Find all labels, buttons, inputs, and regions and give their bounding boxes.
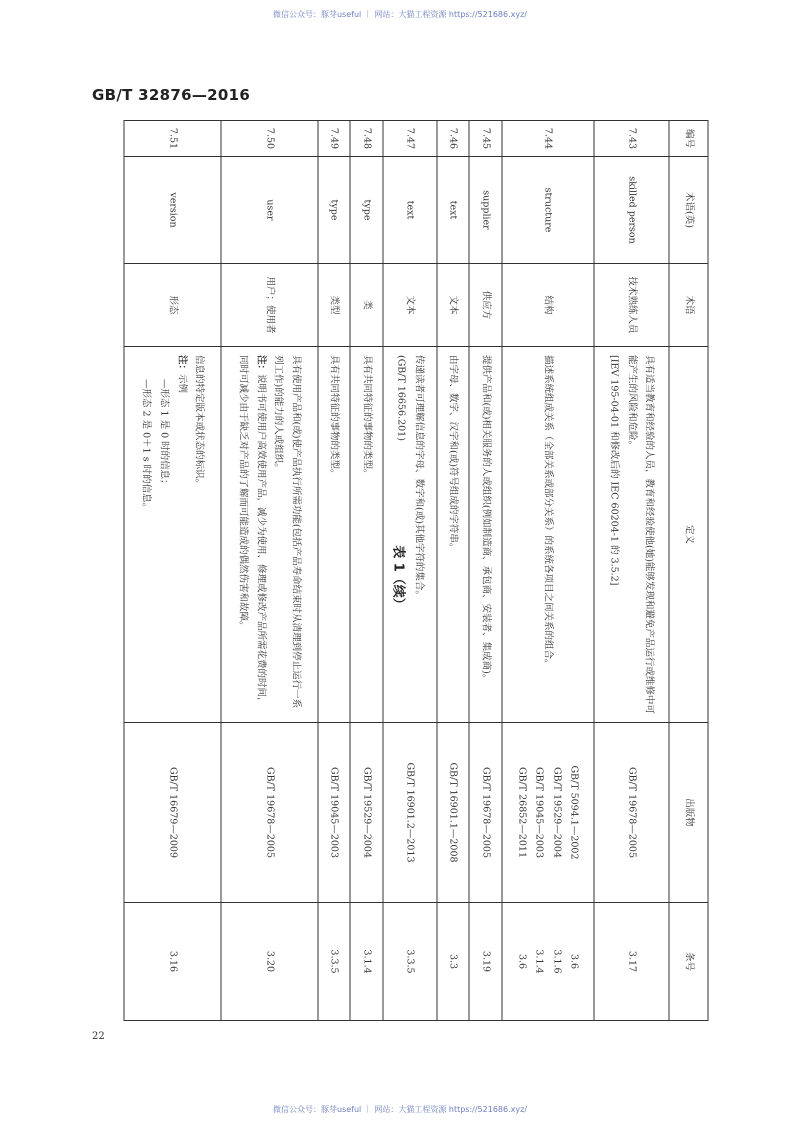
definition-text: 由字母、数字、汉字和(或)符号组成的字符串。 — [447, 355, 459, 553]
publication-ref: GB/T 26852—2011 — [515, 766, 527, 859]
publication-ref: GB/T 19045—2003 — [328, 766, 340, 859]
example-line: —形态 2 是 0＋1 s 时的信息。 — [140, 379, 152, 513]
clause — [124, 903, 221, 1021]
term-chinese: 用户；使用者 — [220, 264, 317, 347]
clause — [469, 903, 501, 1021]
publication-ref: GB/T 19529—2004 — [550, 766, 562, 859]
definition-source: (GB/T 16656.201) — [395, 355, 407, 441]
definition-note — [172, 355, 190, 714]
term-english: text — [436, 157, 468, 264]
table-row — [317, 121, 349, 1021]
definition — [382, 347, 436, 723]
term-english: structure — [501, 157, 593, 264]
publication — [593, 723, 668, 903]
definition — [350, 347, 382, 723]
definition-text: 信息的特定版本或状态的标识。 — [193, 355, 205, 489]
column-header: 定义 — [669, 347, 708, 723]
publication-ref: GB/T 16679—2009 — [166, 766, 178, 859]
table-row — [220, 121, 317, 1021]
definition — [124, 347, 221, 723]
table-row — [436, 121, 468, 1021]
entry-number: 7.47 — [382, 121, 436, 157]
publication-ref: GB/T 19045—2003 — [533, 766, 545, 859]
clause — [350, 903, 382, 1021]
definition — [220, 347, 317, 723]
definition — [469, 347, 501, 723]
definition-text: 具有适当教育和经验的人员，教育和经验使他(她)能够发现和避免产品运行或维修中可能产生的风险和危险。 — [625, 355, 655, 714]
column-header: 术语 — [669, 264, 708, 347]
publication — [382, 723, 436, 903]
clause-number: 3.19 — [479, 950, 491, 973]
term-english: skilled person — [593, 157, 668, 264]
column-header: 编号 — [669, 121, 708, 157]
clause-number: 3.3.5 — [328, 949, 340, 974]
publication — [501, 723, 593, 903]
note-text: 示例 — [175, 374, 187, 394]
table-row — [350, 121, 382, 1021]
clause-number: 3.3 — [447, 953, 459, 970]
definition-source: [IEV 195-04-01 和修改后的 IEC 60204-1 的 3.5.2] — [608, 355, 620, 586]
term-chinese: 类 — [350, 264, 382, 347]
publication — [436, 723, 468, 903]
term-chinese: 形态 — [124, 264, 221, 347]
clause-number: 3.1.6 — [550, 949, 562, 974]
table-row — [469, 121, 501, 1021]
watermark-bottom: 微信公众号：豚芽useful ｜ 网站：大猫工程资源 https://521686.xyz/ — [272, 1105, 528, 1114]
watermark-top: 微信公众号：豚芽useful ｜ 网站：大猫工程资源 https://521686.xyz/ — [272, 10, 528, 19]
publication-ref: GB/T 19678—2005 — [479, 766, 491, 859]
entry-number: 7.48 — [350, 121, 382, 157]
term-chinese: 文本 — [436, 264, 468, 347]
publication — [350, 723, 382, 903]
clause-number: 3.1.4 — [533, 949, 545, 974]
definition — [317, 347, 349, 723]
definition — [593, 347, 668, 723]
clause-number: 3.3.5 — [403, 949, 415, 974]
column-header: 条号 — [669, 903, 708, 1021]
clause-number: 3.17 — [625, 950, 637, 973]
page-number: 22 — [92, 1031, 105, 1042]
definition-text: 提供产品和(或)相关服务的人或组织(例如制造商、承包商、安装者、集成商)。 — [479, 355, 491, 684]
definition-text: 具有共同特征的事物的类型。 — [360, 355, 372, 479]
publication-ref: GB/T 19678—2005 — [625, 766, 637, 859]
term-english: supplier — [469, 157, 501, 264]
clause — [593, 903, 668, 1021]
clause — [501, 903, 593, 1021]
definition-text: 具有使用产品和(或)使产品执行所需功能(包括产品寿命结束时从清理到停止运行一系列工作)的能力的人或组织。 — [272, 355, 301, 709]
entry-number: 7.44 — [501, 121, 593, 157]
definition — [501, 347, 593, 723]
term-english: type — [350, 157, 382, 264]
publication — [317, 723, 349, 903]
clause-number: 3.6 — [515, 953, 527, 970]
example-line: —形态 1 是 0 时的信息； — [157, 379, 169, 489]
term-english: text — [382, 157, 436, 264]
term-chinese: 供应方 — [469, 264, 501, 347]
term-english: version — [124, 157, 221, 264]
entry-number: 7.49 — [317, 121, 349, 157]
term-english: user — [220, 157, 317, 264]
column-header: 出版物 — [669, 723, 708, 903]
table-header-row — [669, 121, 708, 1021]
column-header: 术语(英) — [669, 157, 708, 264]
clause — [382, 903, 436, 1021]
publication — [124, 723, 221, 903]
term-chinese: 结构 — [501, 264, 593, 347]
table-row — [382, 121, 436, 1021]
entry-number: 7.43 — [593, 121, 668, 157]
publication — [220, 723, 317, 903]
table-row — [124, 121, 221, 1021]
clause-number: 3.20 — [263, 950, 275, 973]
definition-text: 描述系统组成关系（全部关系或部分关系）的系统各项目之间关系的组合。 — [541, 355, 553, 669]
table-caption: 表 1（续） — [390, 545, 406, 611]
clause — [317, 903, 349, 1021]
definition-text: 传递读者可理解信息的字母、数字和(或)其他字符的集合。 — [412, 355, 424, 600]
table-row — [501, 121, 593, 1021]
clause — [436, 903, 468, 1021]
definition — [436, 347, 468, 723]
note-text: 说明书可使用户高效使用产品，减少为使用、修理或修改产品所需花费的时间，同时可减少由于缺乏对产品的了解而可能造成的偶然伤害和故障。 — [237, 355, 266, 707]
clause-number: 3.6 — [568, 953, 580, 970]
publication-ref: GB/T 19529—2004 — [360, 766, 372, 859]
publication-ref: GB/T 5094.1—2002 — [568, 765, 580, 860]
publication-ref: GB/T 16901.2—2013 — [403, 762, 415, 863]
note-label: 注： — [175, 355, 187, 375]
term-chinese: 文本 — [382, 264, 436, 347]
entry-number: 7.45 — [469, 121, 501, 157]
note-label: 注： — [254, 355, 266, 375]
term-chinese: 类型 — [317, 264, 349, 347]
publication-ref: GB/T 19678—2005 — [263, 766, 275, 859]
clause — [220, 903, 317, 1021]
clause-number: 3.1.4 — [360, 949, 372, 974]
definition-note — [234, 355, 269, 714]
table-row — [593, 121, 668, 1021]
term-chinese: 技术熟练人员 — [593, 264, 668, 347]
entry-number: 7.46 — [436, 121, 468, 157]
publication — [469, 723, 501, 903]
definition-text: 具有共同特征的事物的类型。 — [328, 355, 340, 479]
entry-number: 7.50 — [220, 121, 317, 157]
standard-number: GB/T 32876—2016 — [92, 86, 251, 104]
publication-ref: GB/T 16901.1—2008 — [447, 762, 459, 863]
entry-number: 7.51 — [124, 121, 221, 157]
term-english: type — [317, 157, 349, 264]
clause-number: 3.16 — [166, 950, 178, 973]
terms-table — [123, 120, 708, 1020]
